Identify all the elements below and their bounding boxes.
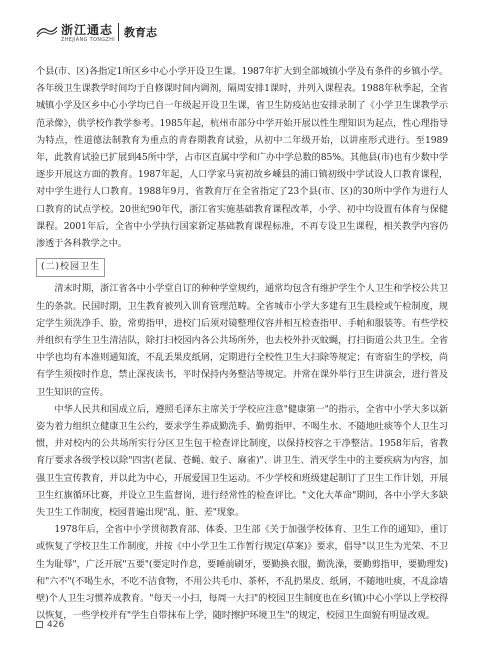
paragraph-prc: 中华人民共和国成立后，遵照毛泽东主席关于学校应注意"健康第一"的指示，全省中小学大多以新姿为着力组织立健康卫生公约，要求学生养成勤洗手、勤剪指甲、不喝生水、不随地吐痰等个人卫生习惯，并对校内的公共场所实行分区卫生包干检查评比制度，以保持校容之干净整洁。1958年后，省教育厅要求各级学校以除"四害(老鼠、苍蝇、蚊子、麻雀)"、讲卫生、消灭学生中的主要疾病为内容，加强卫生宣传教育，并以此为中心，开展爱国卫生运动。不少学校和班级建起制订了卫生工作计划，开展卫生红旗循环比赛，并设立卫生监督岗，进行经常性的检查评比。"文化大革命"期间，各中小学大多缺失卫生工作制度，校园普遍出现"乱、脏、差"现象。	[36, 403, 448, 519]
logo-subtitle: ZHEJIANG TONGZHI	[61, 37, 115, 43]
page-header	[0, 0, 480, 52]
logo-title: 浙江通志	[61, 23, 114, 37]
page-footer	[36, 620, 64, 630]
subsection-heading-text: (二)校园卫生	[36, 258, 105, 277]
subsection-heading	[36, 258, 448, 277]
paragraph-after-1978: 1978年后，全省中小学贯彻教育部、体委、卫生部《关于加强学校体育、卫生工作的通知》，重订或恢复了学校卫生工作制度，并按《中小学卫生工作暂行规定(草案)》要求，倡导"以卫生为光荣、不卫生为耻辱"，广泛开展"五要"(要定时作息，要睡前刷牙，要勤换衣服，勤洗澡，要勤剪指甲，要勤理发)和"六不"(不喝生水，不吃不洁食物，不用公共毛巾、茶杯，不乱扔果皮、纸屑，不随地吐痰，不乱涂墙壁)个人卫生习惯养成教育。"每天一小扫，每周一大扫"的校园卫生制度也在乡(镇)中心小学以上学校得以恢复，一些学校并有"学生自带抹布上学，随时擦护环境卫生"的规定，校园卫生面貌有明显改观。	[36, 524, 448, 622]
page-number: 426	[47, 620, 65, 630]
page-body	[36, 63, 448, 625]
section-title: 教育志	[124, 26, 157, 39]
paragraph-health-curriculum: 个县(市、区)各指定1所区乡中心小学开设卫生课。1987年扩大到全部城镇小学及有条件的乡镇小学。各年级卫生课教学时间均于自修课时间内调剂，隔周安排1课时，并列入课程表。1988年秋季起，全省城镇小学及区乡中心小学均已自一年级起开设卫生课，省卫生防疫站也安排录制了《小学卫生课教学示范录像》，供学校作教学参考。1985年起，杭州市部分中学开始开展以性生理知识为起点，性心理指导为特点，性道德法制教育为重点的青春期教育试验，从初中二年级开始，以讲座形式进行。至1989年，此教育试验已扩展到45所中学，占市区直属中学和广办中学总数的85%。其他县(市)也有少数中学逐步开展这方面的教育。1987年起，人口学家马寅初故乡嵊县的浦口镇初级中学试设人口教育课程，对中学生进行人口教育。1988年9月，省教育厅在全省指定了23个县(市、区)的30所中学作为进行人口教育的试点学校。20世纪90年代，浙江省实施基础教育课程改革，小学、初中均设置有体育与保健课程。2001年后，全省中小学执行国家新定基础教育课程标准，不再专设卫生课程，相关教学内容仍渗透于各科教学之中。	[36, 66, 448, 250]
zhejiang-tongzhi-logo-icon	[36, 24, 58, 38]
paragraph-qing-republic: 清末时期，浙江省各中小学堂自订的种种学堂规约，通常均包含有维护学生个人卫生和学校公共卫生的条款。民国时期，卫生教育被列入训育管理范畴。全省城市小学大多建有卫生晨检或午检制度，规定学生须洗净手、脸，常剪指甲，进校门后须对镜整理仪容并相互检查指甲、手帕和服装等。有些学校并组织有学生卫生清洁队，除打扫校园内各公共场所外，也去校外扑灭蚊蝇，打扫街道公共卫生。全省中学也均有本准则通知流，不乱丢果皮纸屑，定期进行全校性卫生大扫除等规定；有寄宿生的学校，尚有学生须按时作息，禁止深夜读书，平时保持内务整洁等规定。并常在课外举行卫生讲演会，进行普及卫生知识的宣传。	[36, 283, 448, 398]
page-marker-icon	[36, 621, 43, 628]
header-divider	[118, 23, 119, 41]
